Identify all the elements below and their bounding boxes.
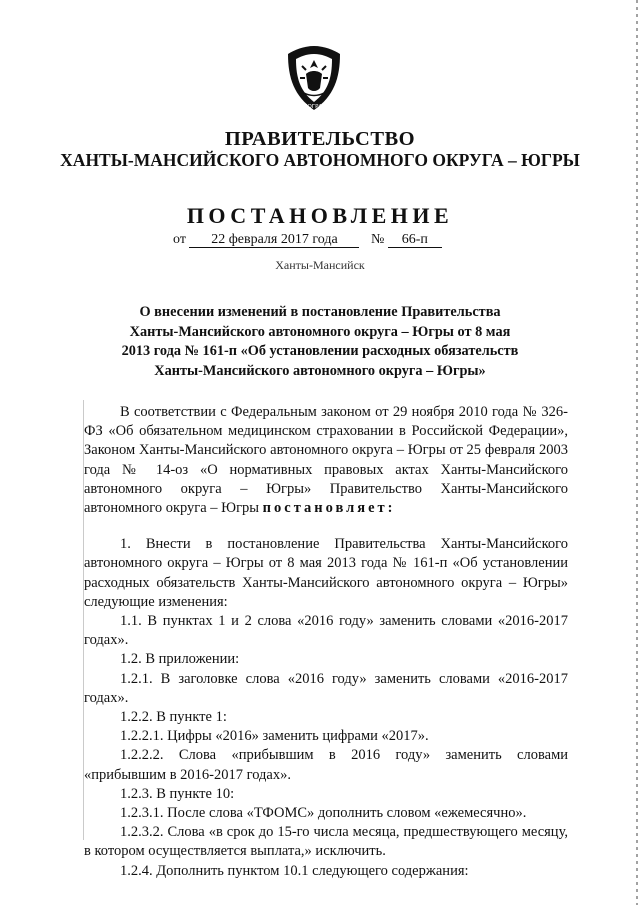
preamble-text: В соответствии с Федеральным законом от 29 ноября 2010 года № 326-ФЗ «Об обязательном медицинском страховании в Российской Федерации», Законом Ханты-Мансийского автономного округа – Югры от 25 февраля 2003 года № 14-оз «О нормативных правовых актах Ханты-Мансийского автономного округа – Югры» Правительство Ханты-Мансийского автономного округа – Югры	[84, 404, 568, 517]
date-number-line	[173, 232, 442, 248]
city: Ханты-Мансийск	[275, 258, 365, 272]
title-line: 2013 года № 161-п «Об установлении расходных обязательств	[121, 343, 519, 359]
item-1-2-2-1: 1.2.2.1. Цифры «2016» заменить цифрами «2017».	[120, 728, 429, 745]
document-type: ПОСТАНОВЛЕНИЕ	[186, 203, 454, 228]
preamble-paragraph	[84, 403, 568, 518]
item-1-2-4: 1.2.4. Дополнить пунктом 10.1 следующего содержания:	[120, 862, 469, 879]
document-title	[96, 303, 544, 381]
item-1-2-1: 1.2.1. В заголовке слова «2016 году» заменить словами «2016-2017 годах».	[84, 670, 568, 706]
date-prefix: от	[173, 232, 186, 247]
title-line: Ханты-Мансийского автономного округа – Югры»	[154, 362, 486, 379]
number-prefix: №	[370, 232, 385, 247]
title-line: Ханты-Мансийского автономного округа – Югры от 8 мая	[129, 323, 511, 340]
item-1-2-3-1: 1.2.3.1. После слова «ТФОМС» дополнить словом «ежемесячно».	[120, 805, 527, 822]
document-body	[84, 403, 568, 881]
item-1-2-3-2: 1.2.3.2. Слова «в срок до 15-го числа месяца, предшествующего месяцу, в котором осуществляется выплата,» исключить.	[84, 824, 568, 860]
title-line: О внесении изменений в постановление Правительства	[139, 304, 501, 320]
item-1-2: 1.2. В приложении:	[120, 651, 240, 668]
government-heading: ПРАВИТЕЛЬСТВО	[224, 128, 416, 150]
item-1-1: 1.1. В пунктах 1 и 2 слова «2016 году» заменить словами «2016-2017 годах».	[84, 613, 568, 649]
coat-of-arms-icon	[284, 44, 344, 114]
emblem-inscription: ЮГРА	[305, 104, 323, 110]
decree-word: постановляет:	[262, 500, 396, 517]
item-1: 1. Внести в постановление Правительства Ханты-Мансийского автономного округа – Югры от 8 мая 2013 года № 161-п «Об установлении расходных обязательств Ханты-Мансийского автономного округа – Югры» следующие изменения:	[84, 536, 568, 610]
item-1-2-3: 1.2.3. В пункте 10:	[120, 785, 235, 802]
okrug-heading: ХАНТЫ-МАНСИЙСКОГО АВТОНОМНОГО ОКРУГА – ЮГРЫ	[60, 150, 580, 170]
document-date: 22 февраля 2017 года	[189, 232, 359, 248]
item-1-2-2: 1.2.2. В пункте 1:	[120, 709, 227, 726]
item-1-2-2-2: 1.2.2.2. Слова «прибывшим в 2016 году» заменить словами «прибывшим в 2016-2017 годах».	[84, 747, 568, 783]
document-number: 66-п	[388, 232, 442, 248]
